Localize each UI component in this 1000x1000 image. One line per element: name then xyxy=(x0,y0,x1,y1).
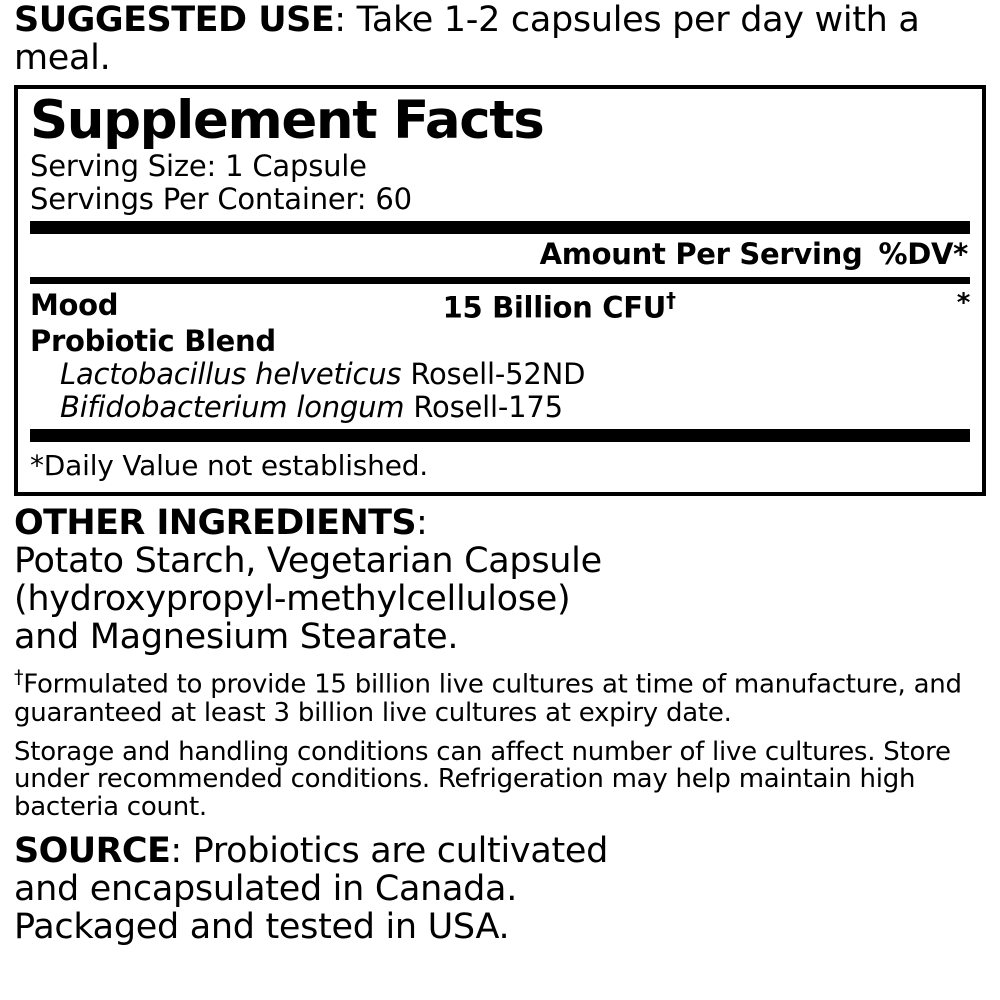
blend-name-line1: Mood xyxy=(30,288,119,323)
strain-code-2: Rosell-175 xyxy=(404,389,563,424)
servings-per-container: Servings Per Container: 60 xyxy=(30,181,412,216)
suggested-use-label: SUGGESTED USE xyxy=(14,0,335,40)
supplement-facts-panel xyxy=(14,85,986,497)
other-ingredients-section xyxy=(14,505,986,656)
other-ingredients-line-1: Potato Starch, Vegetarian Capsule xyxy=(14,540,602,581)
source-line-2: and encapsulated in Canada. xyxy=(14,868,518,909)
source-text-1: Probiotics are cultivated xyxy=(181,831,609,872)
note-storage xyxy=(14,736,986,823)
blend-amount xyxy=(118,288,940,325)
suggested-use-separator: : xyxy=(334,0,346,40)
amount-per-serving-header-row xyxy=(30,234,970,273)
source-line-3: Packaged and tested in USA. xyxy=(14,906,510,947)
amount-per-serving-header: Amount Per Serving xyxy=(539,237,863,272)
suggested-use-text: Take 1-2 capsules per day with a meal. xyxy=(14,0,920,78)
supplement-facts-title: Supplement Facts xyxy=(30,89,544,151)
dagger-marker-note: † xyxy=(14,666,24,689)
strain-species-1: Lactobacillus helveticus xyxy=(60,357,402,392)
other-ingredients-separator: : xyxy=(416,503,428,544)
list-item xyxy=(30,391,970,423)
strain-code-1: Rosell-52ND xyxy=(401,357,586,392)
suggested-use-section xyxy=(14,0,986,78)
table-row xyxy=(30,284,970,325)
daily-value-footnote: *Daily Value not established. xyxy=(30,449,429,483)
note-formulation xyxy=(14,667,986,727)
source-separator: : xyxy=(170,831,182,872)
other-ingredients-heading xyxy=(14,505,986,543)
divider-thick-top xyxy=(30,221,970,234)
divider-medium xyxy=(30,277,970,284)
other-ingredients-line-2: (hydroxypropyl-methylcellulose) xyxy=(14,578,571,619)
source-line-1 xyxy=(14,833,986,871)
source-label: SOURCE xyxy=(14,831,171,872)
source-section xyxy=(14,833,986,946)
blend-amount-value: 15 Billion CFU xyxy=(442,290,666,325)
divider-thick-bottom xyxy=(30,429,970,442)
note-formulation-text: Formulated to provide 15 billion live cultures at time of manufacture, and guaranteed at least 3 billion live cultures at expiry date. xyxy=(14,669,962,728)
other-ingredients-line-3: and Magnesium Stearate. xyxy=(14,616,459,657)
list-item xyxy=(30,358,970,390)
strain-species-2: Bifidobacterium longum xyxy=(60,389,405,424)
other-ingredients-label: OTHER INGREDIENTS xyxy=(14,503,417,544)
serving-size: Serving Size: 1 Capsule xyxy=(30,149,367,184)
note-storage-text: Storage and handling conditions can affect number of live cultures. Store under recommended conditions. Refrigeration may help maintain high bacteria count. xyxy=(14,736,951,823)
blend-dv-value: * xyxy=(956,288,970,319)
blend-name-line2: Probiotic Blend xyxy=(30,323,276,358)
daily-value-header: %DV* xyxy=(878,237,968,272)
dagger-marker: † xyxy=(666,288,676,313)
